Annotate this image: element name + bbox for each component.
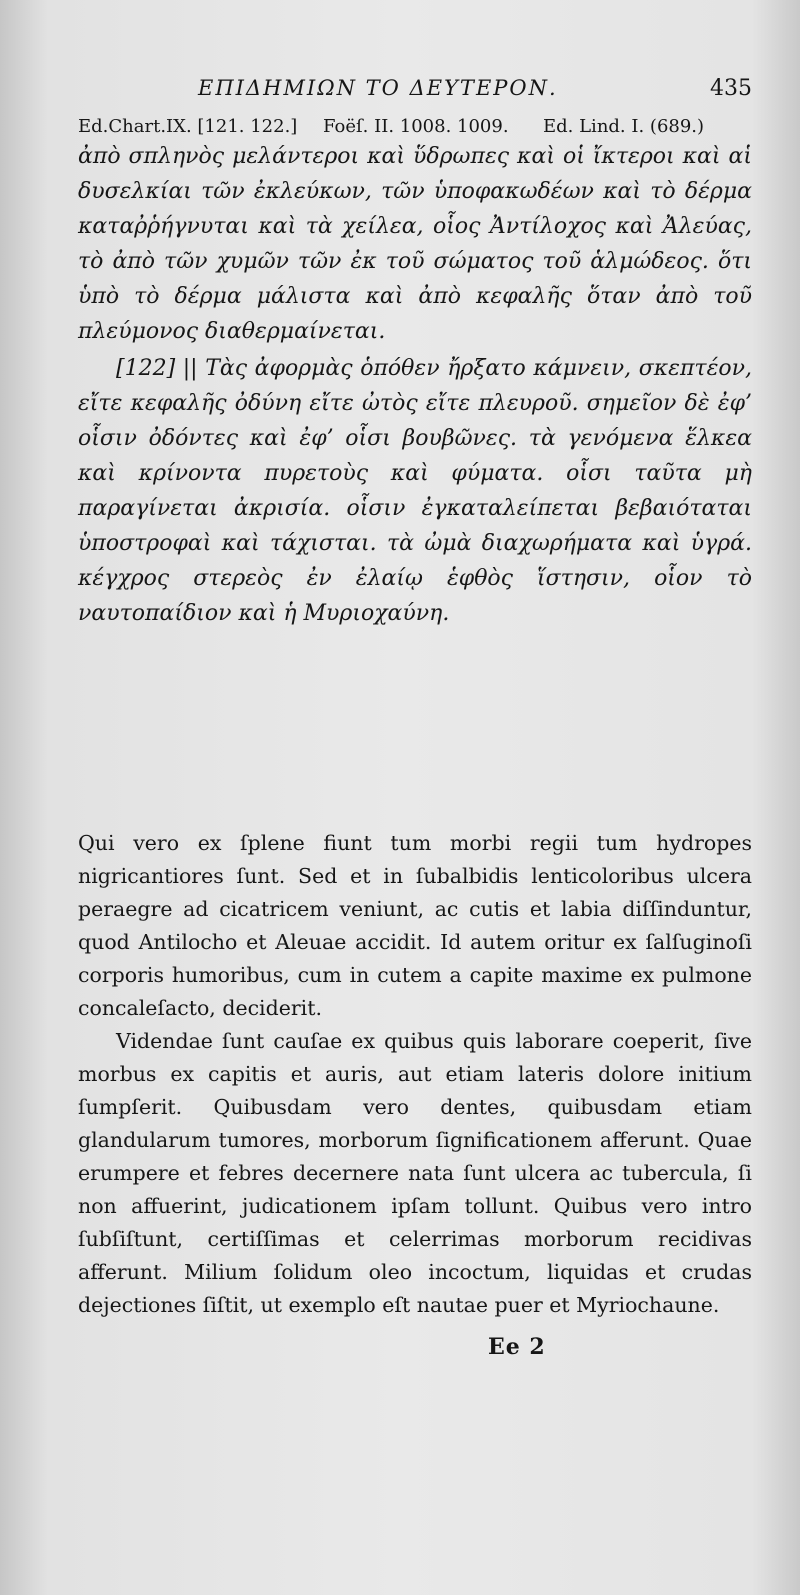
edition-references (78, 116, 752, 137)
latin-text-block (78, 827, 752, 1322)
linden-reference: Ed. Lind. I. (689.) (543, 116, 705, 137)
greek-text-block (78, 139, 752, 631)
page-number: 435 (710, 76, 752, 101)
running-head (78, 70, 752, 110)
foesius-reference: Foëſ. II. 1008. 1009. (323, 116, 509, 137)
greek-paragraph-1: ἀπὸ σπληνὸς μελάντεροι καὶ ὕδρωπες καὶ οἱ ἴκτεροι καὶ αἱ δυσελκίαι τῶν ἐκλεύκων, τῶν ὑποφακωδέων καὶ τὸ δέρμα καταῤῥήγνυται καὶ τὰ χείλεα, οἷος Ἀντίλοχος καὶ Ἀλεύας, τὸ ἀπὸ τῶν χυμῶν τῶν ἐκ τοῦ σώματος τοῦ ἁλμώδεος. ὅτι ὑπὸ τὸ δέρμα μάλιστα καὶ ἀπὸ κεφαλῆς ὅταν ἀπὸ τοῦ πλεύμονος διαθερμαίνεται. (78, 144, 752, 344)
greek-paragraph-2: [122] || Τὰς ἀφορμὰς ὁπόθεν ἤρξατο κάμνειν, σκεπτέον, εἴτε κεφαλῆς ὀδύνη εἴτε ὠτὸς εἴτε πλευροῦ. σημεῖον δὲ ἐφ’ οἷσιν ὀδόντες καὶ ἐφ’ οἷσι βουβῶνες. τὰ γενόμενα ἕλκεα καὶ κρίνοντα πυρετοὺς καὶ φύματα. οἷσι ταῦτα μὴ παραγίνεται ἀκρισία. οἷσιν ἐγκαταλείπεται βεβαιόταται ὑποστροφαὶ καὶ τάχισται. τὰ ὠμὰ διαχωρήματα καὶ ὑγρά. κέγχρος στερεὸς ἐν ἐλαίῳ ἑφθὸς ἵστησιν, οἷον τὸ ναυτοπαίδιον καὶ ἡ Μυριοχαύνη. (78, 356, 752, 626)
latin-paragraph-1: Qui vero ex ſplene fiunt tum morbi regii tum hydropes nigricantiores ſunt. Sed et in ſubalbidis lenticoloribus ulcera peraegre ad cicatricem veniunt, ac cutis et labia diſſinduntur, quod Antilocho et Aleuae accidit. Id autem oritur ex ſalſuginoſi corporis humoribus, cum in cutem a capite maxime ex pulmone concaleſacto, deciderit. (78, 831, 752, 1020)
running-title: ΕΠΙΔΗΜΙΩΝ ΤΟ ΔΕΥΤΕΡΟΝ. (198, 76, 558, 100)
chartier-reference: Ed.Chart.IX. [121. 122.] (78, 116, 298, 137)
signature-mark: Ee 2 (488, 1334, 546, 1360)
latin-paragraph-2: Videndae ſunt cauſae ex quibus quis laborare coeperit, ſive morbus ex capitis et auris, aut etiam lateris dolore initium ſumpſerit. Quibusdam vero dentes, quibusdam etiam glandularum tumores, morborum ſignificationem afferunt. Quae erumpere et febres decernere nata ſunt ulcera ac tubercula, ſi non affuerint, judicationem ipſam tollunt. Quibus vero intro ſubſiſtunt, certiſſimas et celerrimas morborum recidivas afferunt. Milium ſolidum oleo incoctum, liquidas et crudas dejectiones ſiſtit, ut exemplo eſt nautae puer et Myriochaune. (78, 1029, 752, 1317)
